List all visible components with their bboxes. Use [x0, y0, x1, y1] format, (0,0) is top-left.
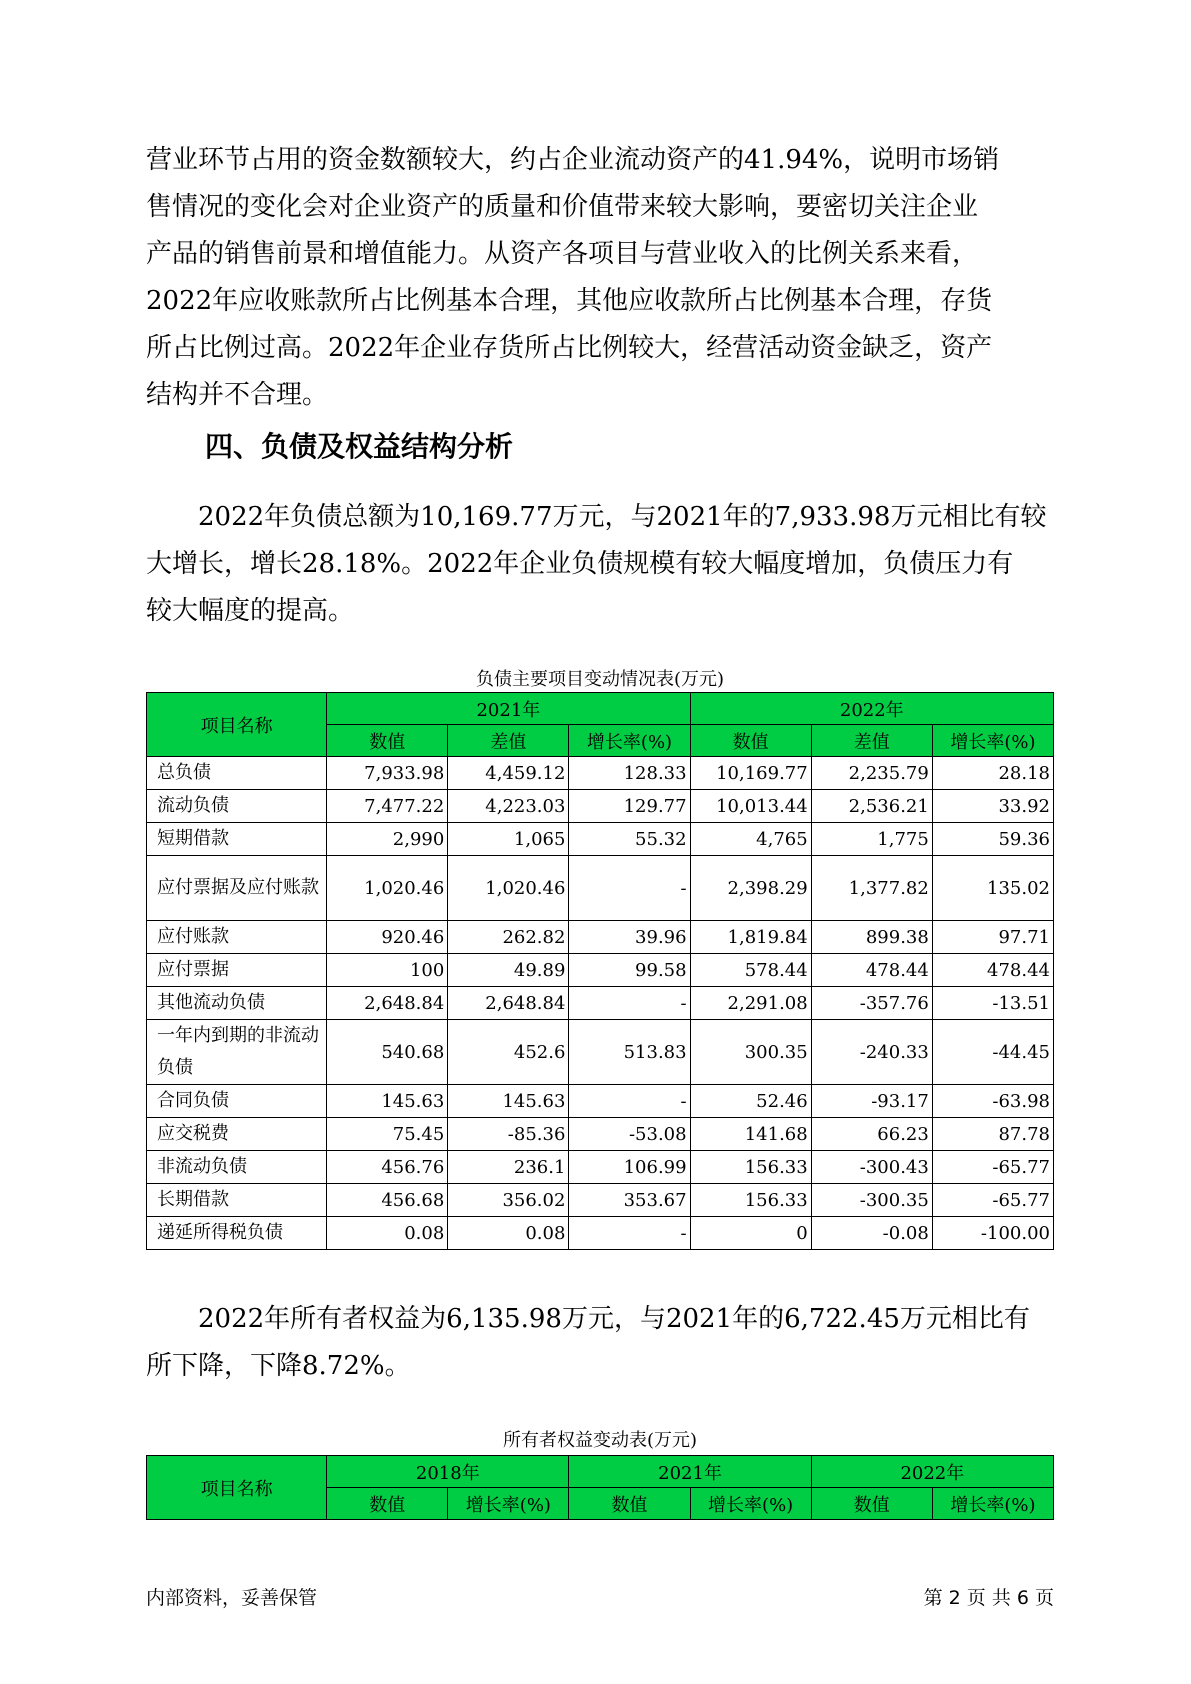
table-cell: 2,235.79	[811, 757, 932, 790]
year-header: 2021年	[569, 1456, 811, 1488]
table-cell: 156.33	[690, 1184, 811, 1217]
table-cell: -93.17	[811, 1085, 932, 1118]
table-cell: 1,020.46	[327, 856, 448, 921]
table-cell: 2,990	[327, 823, 448, 856]
table-cell: 97.71	[932, 921, 1053, 954]
value-header: 数值	[327, 1488, 448, 1520]
row-name: 长期借款	[147, 1184, 327, 1217]
table-row	[147, 1151, 1054, 1184]
table-cell: 920.46	[327, 921, 448, 954]
table-cell: 2,398.29	[690, 856, 811, 921]
row-name: 应付票据及应付账款	[147, 856, 327, 921]
liability-paragraph	[146, 494, 1056, 635]
difference-header: 差值	[448, 725, 569, 757]
table-cell: 7,933.98	[327, 757, 448, 790]
table-cell: 4,459.12	[448, 757, 569, 790]
table-cell: 456.76	[327, 1151, 448, 1184]
row-name: 递延所得税负债	[147, 1217, 327, 1250]
growth-rate-header: 增长率(%)	[569, 725, 690, 757]
row-name: 非流动负债	[147, 1151, 327, 1184]
table-row	[147, 954, 1054, 987]
page-number: 第 2 页 共 6 页	[923, 1587, 1054, 1609]
table-row	[147, 1020, 1054, 1085]
equity-paragraph	[146, 1296, 1056, 1390]
table-cell: 87.78	[932, 1118, 1053, 1151]
intro-paragraph	[146, 137, 1056, 419]
table-cell: 540.68	[327, 1020, 448, 1085]
value-header: 数值	[690, 725, 811, 757]
year-header: 2021年	[327, 693, 690, 725]
table-cell: 0	[690, 1217, 811, 1250]
table-cell: 0.08	[448, 1217, 569, 1250]
table-cell: 353.67	[569, 1184, 690, 1217]
table-cell: 99.58	[569, 954, 690, 987]
table-cell: 452.6	[448, 1020, 569, 1085]
table-cell: 1,020.46	[448, 856, 569, 921]
table-row	[147, 856, 1054, 921]
table-cell: 100	[327, 954, 448, 987]
table-row	[147, 921, 1054, 954]
table-cell: -240.33	[811, 1020, 932, 1085]
table-cell: 2,291.08	[690, 987, 811, 1020]
table-cell: 28.18	[932, 757, 1053, 790]
table-cell: -53.08	[569, 1118, 690, 1151]
table-cell: 478.44	[811, 954, 932, 987]
table-caption: 负债主要项目变动情况表(万元)	[475, 669, 725, 690]
table-cell: 33.92	[932, 790, 1053, 823]
table-cell: -0.08	[811, 1217, 932, 1250]
table-cell: 55.32	[569, 823, 690, 856]
table-cell: -300.35	[811, 1184, 932, 1217]
table-row	[147, 1184, 1054, 1217]
row-name: 一年内到期的非流动负债	[147, 1020, 327, 1085]
paragraph-line: 2022年应收账款所占比例基本合理，其他应收款所占比例基本合理，存货	[146, 286, 993, 316]
table-row	[147, 757, 1054, 790]
table-row	[147, 987, 1054, 1020]
table-caption: 所有者权益变动表(万元)	[502, 1430, 698, 1451]
growth-rate-header: 增长率(%)	[448, 1488, 569, 1520]
row-name: 应付账款	[147, 921, 327, 954]
table-cell: 513.83	[569, 1020, 690, 1085]
paragraph-line: 营业环节占用的资金数额较大，约占企业流动资产的41.94%，说明市场销	[146, 145, 1000, 175]
table-cell: 2,648.84	[448, 987, 569, 1020]
section-heading: 四、负债及权益结构分析	[205, 430, 514, 463]
table-cell: -300.43	[811, 1151, 932, 1184]
paragraph-line: 2022年负债总额为10,169.77万元，与2021年的7,933.98万元相比有较	[198, 502, 1047, 532]
table-cell: 49.89	[448, 954, 569, 987]
table-cell: -	[569, 1217, 690, 1250]
table-cell: 2,536.21	[811, 790, 932, 823]
paragraph-line: 产品的销售前景和增值能力。从资产各项目与营业收入的比例关系来看，	[146, 239, 979, 269]
name-column-header: 项目名称	[147, 693, 327, 757]
value-header: 数值	[569, 1488, 690, 1520]
row-name: 短期借款	[147, 823, 327, 856]
table-cell: 1,775	[811, 823, 932, 856]
table-cell: -	[569, 987, 690, 1020]
table-cell: 59.36	[932, 823, 1053, 856]
table-cell: -13.51	[932, 987, 1053, 1020]
paragraph-line: 较大幅度的提高。	[146, 596, 355, 626]
table-cell: 1,065	[448, 823, 569, 856]
table-cell: 145.63	[327, 1085, 448, 1118]
table-cell: 135.02	[932, 856, 1053, 921]
year-header: 2022年	[690, 693, 1053, 725]
paragraph-line: 2022年所有者权益为6,135.98万元，与2021年的6,722.45万元相比有	[198, 1304, 1030, 1334]
table-cell: -65.77	[932, 1184, 1053, 1217]
table-cell: 128.33	[569, 757, 690, 790]
growth-rate-header: 增长率(%)	[932, 1488, 1053, 1520]
table-cell: 456.68	[327, 1184, 448, 1217]
table-row	[147, 823, 1054, 856]
table-cell: 145.63	[448, 1085, 569, 1118]
table-cell: 156.33	[690, 1151, 811, 1184]
table-cell: 10,013.44	[690, 790, 811, 823]
table-row	[147, 1217, 1054, 1250]
table-cell: 10,169.77	[690, 757, 811, 790]
growth-rate-header: 增长率(%)	[690, 1488, 811, 1520]
table-cell: 478.44	[932, 954, 1053, 987]
table-cell: 2,648.84	[327, 987, 448, 1020]
table-cell: 578.44	[690, 954, 811, 987]
difference-header: 差值	[811, 725, 932, 757]
row-name: 总负债	[147, 757, 327, 790]
table-cell: 129.77	[569, 790, 690, 823]
table-cell: 899.38	[811, 921, 932, 954]
row-name: 应付票据	[147, 954, 327, 987]
table-cell: 356.02	[448, 1184, 569, 1217]
table-cell: -63.98	[932, 1085, 1053, 1118]
liability-table-body	[147, 757, 1054, 1250]
table-cell: -65.77	[932, 1151, 1053, 1184]
table-row	[147, 790, 1054, 823]
table-cell: 141.68	[690, 1118, 811, 1151]
table-cell: 1,819.84	[690, 921, 811, 954]
paragraph-line: 所占比例过高。2022年企业存货所占比例较大，经营活动资金缺乏，资产	[146, 333, 993, 363]
row-name: 合同负债	[147, 1085, 327, 1118]
value-header: 数值	[811, 1488, 932, 1520]
table-row	[147, 1085, 1054, 1118]
liability-table	[146, 692, 1054, 1250]
paragraph-line: 所下降，下降8.72%。	[146, 1351, 411, 1381]
table-cell: 1,377.82	[811, 856, 932, 921]
footer-note: 内部资料，妥善保管	[146, 1587, 318, 1609]
table-cell: -85.36	[448, 1118, 569, 1151]
table-cell: 0.08	[327, 1217, 448, 1250]
table-cell: 262.82	[448, 921, 569, 954]
table-cell: 236.1	[448, 1151, 569, 1184]
table-cell: 300.35	[690, 1020, 811, 1085]
paragraph-line: 大增长，增长28.18%。2022年企业负债规模有较大幅度增加，负债压力有	[146, 549, 1014, 579]
row-name: 其他流动负债	[147, 987, 327, 1020]
equity-table	[146, 1455, 1054, 1520]
year-header: 2018年	[327, 1456, 569, 1488]
table-cell: 4,765	[690, 823, 811, 856]
row-name: 流动负债	[147, 790, 327, 823]
paragraph-line: 售情况的变化会对企业资产的质量和价值带来较大影响，要密切关注企业	[146, 192, 979, 222]
table-cell: 106.99	[569, 1151, 690, 1184]
table-cell: 52.46	[690, 1085, 811, 1118]
paragraph-line: 结构并不合理。	[146, 380, 329, 410]
table-cell: -	[569, 856, 690, 921]
table-cell: 75.45	[327, 1118, 448, 1151]
table-cell: 39.96	[569, 921, 690, 954]
value-header: 数值	[327, 725, 448, 757]
table-cell: -100.00	[932, 1217, 1053, 1250]
name-column-header: 项目名称	[147, 1456, 327, 1520]
table-cell: -44.45	[932, 1020, 1053, 1085]
table-cell: 7,477.22	[327, 790, 448, 823]
table-row	[147, 1118, 1054, 1151]
table-cell: 4,223.03	[448, 790, 569, 823]
growth-rate-header: 增长率(%)	[932, 725, 1053, 757]
row-name: 应交税费	[147, 1118, 327, 1151]
table-cell: 66.23	[811, 1118, 932, 1151]
table-cell: -	[569, 1085, 690, 1118]
year-header: 2022年	[811, 1456, 1053, 1488]
table-cell: -357.76	[811, 987, 932, 1020]
